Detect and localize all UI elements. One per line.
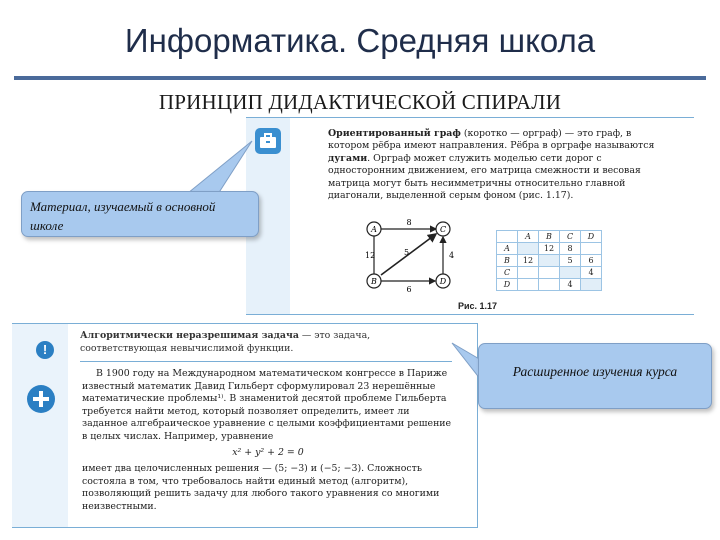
graph-node-label: D — [439, 277, 447, 286]
graph-weight: 4 — [449, 251, 455, 260]
term-definition: (коротко — орграф) — это граф, в котором рёбра имеют направления. Рёбра в орграфе называются — [328, 128, 655, 152]
definition-text: — это задача, соответствующая невычислимой функции. — [80, 330, 371, 354]
hilbert-paragraph: В 1900 году на Международном математическом конгрессе в Париже известный математик Давид Гильберт сформулировал 23 нерешённые математические проблемы¹⁾. В знаменитой десятой проблеме Гильберта требуется найти метод, который позволяет определить, имеет ли заданное алгебраическое уравнение с целыми коэффициентами решение в целых числах. Например, уравнение — [82, 368, 452, 442]
graph-node-label: C — [439, 225, 447, 234]
graph-weight: 12 — [365, 251, 376, 260]
callout-basic-school: Материал, изучаемый в основной школе — [21, 191, 259, 237]
table-row: B 12 5 6 — [497, 255, 602, 267]
table-row: A 12 8 — [497, 243, 602, 255]
graph-weight: 5 — [404, 248, 410, 257]
excerpt-top-text — [328, 128, 668, 202]
graph-node-b — [367, 274, 381, 288]
graph-weight: 8 — [406, 218, 412, 227]
graph-node-label: A — [371, 225, 377, 234]
excerpt-basic-school — [246, 117, 694, 315]
definition-box — [80, 330, 452, 355]
briefcase-icon — [255, 128, 281, 154]
definition-divider — [80, 361, 452, 362]
graph-weight: 6 — [406, 285, 412, 294]
plus-icon — [27, 385, 55, 413]
term-oriented-graph: Ориентированный граф — [328, 128, 461, 139]
weight-matrix-table — [496, 230, 602, 291]
table-row: D 4 — [497, 279, 602, 291]
title-underline — [14, 76, 706, 80]
callout-extended-course: Расширенное изучения курса — [478, 343, 712, 409]
exclamation-icon: ! — [36, 341, 54, 359]
graph-node-c — [436, 222, 450, 236]
table-header-row: A B C D — [497, 231, 602, 243]
term-description: . Орграф может служить моделью сети дорог с односторонним движением, его матрица смежности и весовая матрица могут быть несимметричны относительно главной диагонали, выделенной серым фоном (рис. 1.17). — [328, 152, 641, 202]
excerpt-side-strip — [12, 324, 68, 527]
solutions-paragraph: имеет два целочисленных решения — (5; −3) и (−5; −3). Сложность состояла в том, что требовалось найти единый метод (алгоритм), позволяющий решить задачу для любого такого уравнения со многими неизвестными. — [82, 463, 440, 512]
graph-node-d — [436, 274, 450, 288]
graph-node-a — [367, 222, 381, 236]
excerpt-bottom-text — [82, 368, 454, 514]
page-title: Информатика. Средняя школа — [124, 22, 596, 59]
term-arcs: дугами — [328, 152, 368, 164]
excerpt-extended-course — [12, 323, 478, 528]
page-subtitle: ПРИНЦИП ДИДАКТИЧЕСКОЙ СПИРАЛИ — [158, 90, 562, 114]
figure-caption: Рис. 1.17 — [458, 301, 498, 311]
equation: x² + y² + 2 = 0 — [232, 446, 304, 458]
table-row: C 4 — [497, 267, 602, 279]
directed-graph-figure — [364, 218, 464, 296]
graph-node-label: B — [371, 277, 377, 286]
definition-term: Алгоритмически неразрешимая задача — [80, 330, 299, 341]
